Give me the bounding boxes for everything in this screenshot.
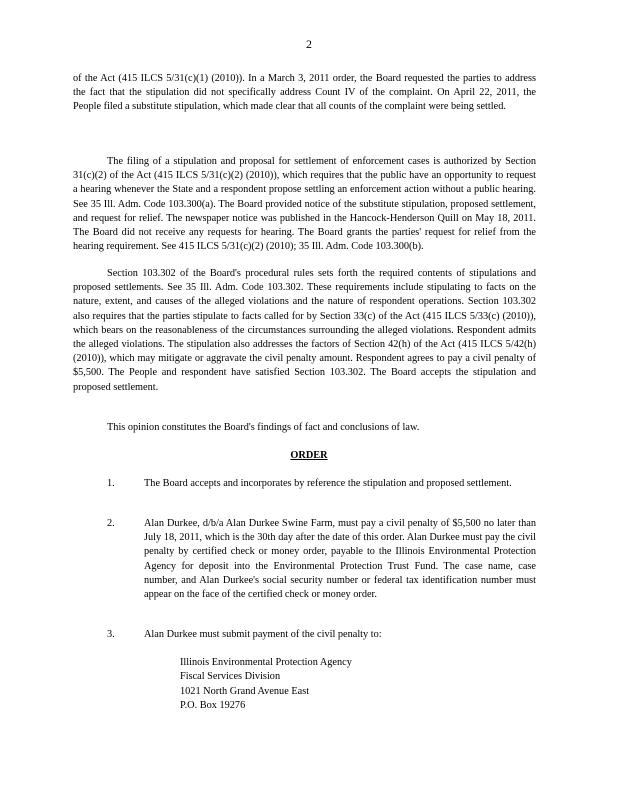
order-item-text: Alan Durkee, d/b/a Alan Durkee Swine Farm, must pay a civil penalty of $5,500 no later than July 18, 2011, which is the 30th day after the date of this order. Alan Durkee must pay the civil penalty by certified check or money order, payable to the Illinois Environmental Protection Agency for deposit into the Environmental Protection Trust Fund. The case name, case number, and Alan Durkee's social security number or federal tax identification number must appear on the face of the certified check or money order. bbox=[144, 518, 536, 601]
order-item-text: The Board accepts and incorporates by reference the stipulation and proposed settlement. bbox=[144, 478, 512, 489]
address-line-agency: Illinois Environmental Protection Agency bbox=[180, 657, 352, 668]
paragraph-opinion-statement: This opinion constitutes the Board's findings of fact and conclusions of law. bbox=[107, 422, 420, 433]
order-item-number: 1. bbox=[107, 478, 115, 489]
address-line-street: 1021 North Grand Avenue East bbox=[180, 685, 310, 697]
order-item-text: Alan Durkee must submit payment of the civil penalty to: bbox=[144, 629, 382, 640]
paragraph-section-103-302: Section 103.302 of the Board's procedural rules sets forth the required contents of stipulations and proposed settlements. See 35 Ill. Adm. Code 103.302. These requirements include stipulating to facts on the nature, extent, and causes of the alleged violations and the nature of respondent operations. Section 103.302 also requires that the parties stipulate to facts called for by Section 33(c) of the Act (415 ILCS 5/33(c) (2010)), which bears on the reasonableness of the circumstances surrounding the alleged violations. Respondent admits the alleged violations. The stipulation also addresses the factors of Section 42(h) of the Act (415 ILCS 5/42(h) (2010)), which may mitigate or aggravate the civil penalty amount. Respondent agrees to pay a civil penalty of $5,500. The People and respondent have satisfied Section 103.302. The Board accepts the stipulation and proposed settlement. bbox=[73, 268, 536, 393]
address-line-division: Fiscal Services Division bbox=[180, 671, 281, 683]
order-heading bbox=[0, 449, 618, 463]
payment-address bbox=[180, 656, 480, 714]
paragraph-notice-and-hearing: The filing of a stipulation and proposal for settlement of enforcement cases is authorized by Section 31(c)(2) of the Act (415 ILCS 5/31(c)(2) (2010)), which requires that the public have an opportunity to request a hearing whenever the State and a respondent propose settling an enforcement action without a public hearing. See 35 Ill. Adm. Code 103.300(a). The Board provided notice of the substitute stipulation, proposed settlement, and request for relief. The newspaper notice was published in the Hancock-Henderson Quill on May 18, 2011. The Board did not receive any requests for hearing. The Board grants the parties' request for relief from the hearing requirement. See 415 ILCS 5/31(c)(2) (2010); 35 Ill. Adm. Code 103.300(b). bbox=[73, 156, 536, 253]
order-item-number: 3. bbox=[107, 629, 115, 640]
order-heading-text: ORDER bbox=[290, 450, 328, 461]
address-line-po-box: P.O. Box 19276 bbox=[180, 700, 246, 712]
page-number: 2 bbox=[306, 37, 312, 51]
paragraph-procedural-history: of the Act (415 ILCS 5/31(c)(1) (2010)). In a March 3, 2011 order, the Board requested the parties to address the fact that the stipulation did not specifically address Count IV of the complaint. On April 22, 2011, the People filed a substitute stipulation, which made clear that all counts of the complaint were being settled. bbox=[73, 73, 536, 113]
order-item-number: 2. bbox=[107, 518, 115, 529]
